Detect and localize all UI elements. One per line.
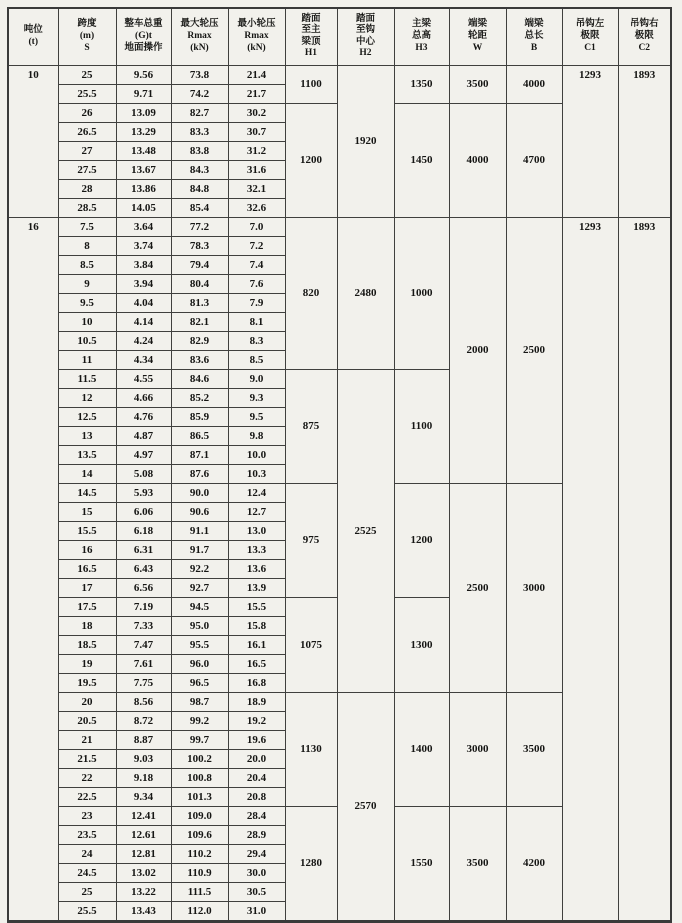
cell-span: 19: [58, 654, 116, 673]
cell-rmin: 28.9: [228, 825, 285, 844]
cell-span: 19.5: [58, 673, 116, 692]
cell-weight: 13.86: [116, 179, 171, 198]
cell-span: 28.5: [58, 198, 116, 217]
cell-b: 3500: [506, 692, 562, 806]
cell-rmax: 110.9: [171, 863, 228, 882]
cell-weight: 4.14: [116, 312, 171, 331]
cell-h1: 975: [285, 483, 337, 597]
cell-rmax: 99.7: [171, 730, 228, 749]
cell-span: 8: [58, 236, 116, 255]
cell-weight: 4.24: [116, 331, 171, 350]
cell-span: 12: [58, 388, 116, 407]
cell-rmax: 90.6: [171, 502, 228, 521]
cell-rmin: 31.6: [228, 160, 285, 179]
cell-tonnage: 16: [8, 217, 58, 921]
header-rmax: 最大轮压 Rmax (kN): [171, 8, 228, 65]
cell-h3: 1000: [394, 217, 449, 369]
cell-span: 13.5: [58, 445, 116, 464]
cell-h3: 1400: [394, 692, 449, 806]
cell-weight: 8.56: [116, 692, 171, 711]
cell-rmin: 8.1: [228, 312, 285, 331]
cell-span: 13: [58, 426, 116, 445]
cell-rmax: 85.9: [171, 407, 228, 426]
cell-b: 2500: [506, 217, 562, 483]
cell-rmin: 7.0: [228, 217, 285, 236]
cell-rmin: 9.8: [228, 426, 285, 445]
cell-rmax: 82.7: [171, 103, 228, 122]
cell-rmax: 100.8: [171, 768, 228, 787]
cell-h1: 820: [285, 217, 337, 369]
cell-rmax: 111.5: [171, 882, 228, 901]
cell-rmin: 10.3: [228, 464, 285, 483]
header-h1: 踏面 至主 梁顶 H1: [285, 8, 337, 65]
cell-rmin: 20.8: [228, 787, 285, 806]
cell-span: 18: [58, 616, 116, 635]
cell-h3: 1100: [394, 369, 449, 483]
cell-rmin: 7.4: [228, 255, 285, 274]
cell-rmin: 21.7: [228, 84, 285, 103]
cell-rmin: 32.6: [228, 198, 285, 217]
cell-span: 14.5: [58, 483, 116, 502]
cell-weight: 9.56: [116, 65, 171, 84]
cell-rmax: 77.2: [171, 217, 228, 236]
cell-rmax: 92.7: [171, 578, 228, 597]
cell-weight: 7.19: [116, 597, 171, 616]
cell-rmax: 74.2: [171, 84, 228, 103]
table-row: [8, 217, 671, 236]
cell-span: 27.5: [58, 160, 116, 179]
cell-rmin: 20.4: [228, 768, 285, 787]
header-rmin: 最小轮压 Rmax (kN): [228, 8, 285, 65]
cell-rmax: 82.1: [171, 312, 228, 331]
cell-rmax: 96.0: [171, 654, 228, 673]
cell-rmax: 87.1: [171, 445, 228, 464]
cell-rmax: 80.4: [171, 274, 228, 293]
cell-rmin: 31.2: [228, 141, 285, 160]
cell-weight: 6.31: [116, 540, 171, 559]
cell-h3: 1450: [394, 103, 449, 217]
cell-rmin: 13.6: [228, 559, 285, 578]
cell-rmin: 8.5: [228, 350, 285, 369]
cell-rmax: 94.5: [171, 597, 228, 616]
table-row: [8, 65, 671, 84]
cell-span: 11: [58, 350, 116, 369]
cell-weight: 13.29: [116, 122, 171, 141]
cell-span: 9: [58, 274, 116, 293]
cell-weight: 6.18: [116, 521, 171, 540]
cell-b: 4200: [506, 806, 562, 921]
cell-rmax: 95.0: [171, 616, 228, 635]
cell-rmin: 8.3: [228, 331, 285, 350]
cell-weight: 7.47: [116, 635, 171, 654]
cell-rmax: 84.3: [171, 160, 228, 179]
cell-c1: 1293: [562, 217, 618, 921]
cell-span: 25.5: [58, 84, 116, 103]
cell-span: 25: [58, 882, 116, 901]
cell-rmin: 21.4: [228, 65, 285, 84]
cell-rmax: 96.5: [171, 673, 228, 692]
cell-h1: 875: [285, 369, 337, 483]
cell-rmin: 30.0: [228, 863, 285, 882]
cell-weight: 4.34: [116, 350, 171, 369]
header-b: 端梁 总长 B: [506, 8, 562, 65]
cell-h3: 1200: [394, 483, 449, 597]
cell-rmin: 15.5: [228, 597, 285, 616]
cell-span: 18.5: [58, 635, 116, 654]
cell-span: 26: [58, 103, 116, 122]
cell-rmin: 30.7: [228, 122, 285, 141]
cell-weight: 14.05: [116, 198, 171, 217]
cell-rmin: 19.6: [228, 730, 285, 749]
cell-rmin: 13.0: [228, 521, 285, 540]
cell-span: 28: [58, 179, 116, 198]
cell-span: 23: [58, 806, 116, 825]
cell-weight: 9.03: [116, 749, 171, 768]
cell-rmin: 12.4: [228, 483, 285, 502]
cell-h3: 1350: [394, 65, 449, 103]
cell-rmax: 91.1: [171, 521, 228, 540]
cell-rmax: 99.2: [171, 711, 228, 730]
cell-rmax: 110.2: [171, 844, 228, 863]
cell-b: 4700: [506, 103, 562, 217]
cell-weight: 13.48: [116, 141, 171, 160]
cell-w: 3500: [449, 65, 506, 103]
header-h2: 踏面 至钩 中心 H2: [337, 8, 394, 65]
cell-h3: 1300: [394, 597, 449, 692]
cell-weight: 7.33: [116, 616, 171, 635]
cell-span: 27: [58, 141, 116, 160]
cell-rmax: 85.4: [171, 198, 228, 217]
cell-weight: 6.56: [116, 578, 171, 597]
cell-rmin: 16.5: [228, 654, 285, 673]
cell-span: 12.5: [58, 407, 116, 426]
cell-span: 25.5: [58, 901, 116, 921]
table-header: [8, 8, 671, 65]
cell-weight: 4.55: [116, 369, 171, 388]
cell-rmax: 112.0: [171, 901, 228, 921]
cell-rmin: 9.3: [228, 388, 285, 407]
cell-h1: 1130: [285, 692, 337, 806]
header-w: 端梁 轮距 W: [449, 8, 506, 65]
header-c1: 吊钩左 极限 C1: [562, 8, 618, 65]
cell-rmin: 32.1: [228, 179, 285, 198]
cell-rmax: 84.8: [171, 179, 228, 198]
cell-weight: 7.75: [116, 673, 171, 692]
cell-rmin: 7.6: [228, 274, 285, 293]
cell-weight: 4.87: [116, 426, 171, 445]
cell-span: 25: [58, 65, 116, 84]
cell-weight: 9.18: [116, 768, 171, 787]
cell-rmin: 10.0: [228, 445, 285, 464]
cell-rmax: 84.6: [171, 369, 228, 388]
cell-span: 9.5: [58, 293, 116, 312]
cell-rmax: 83.8: [171, 141, 228, 160]
cell-rmin: 15.8: [228, 616, 285, 635]
cell-span: 21.5: [58, 749, 116, 768]
cell-h2: 2570: [337, 692, 394, 921]
cell-rmax: 92.2: [171, 559, 228, 578]
cell-weight: 8.87: [116, 730, 171, 749]
cell-rmax: 83.6: [171, 350, 228, 369]
cell-weight: 6.43: [116, 559, 171, 578]
cell-weight: 7.61: [116, 654, 171, 673]
cell-rmax: 85.2: [171, 388, 228, 407]
cell-rmax: 79.4: [171, 255, 228, 274]
cell-weight: 12.41: [116, 806, 171, 825]
cell-rmax: 91.7: [171, 540, 228, 559]
cell-w: 4000: [449, 103, 506, 217]
cell-weight: 4.04: [116, 293, 171, 312]
cell-span: 16.5: [58, 559, 116, 578]
header-row: [8, 8, 671, 65]
cell-rmin: 12.7: [228, 502, 285, 521]
cell-rmax: 98.7: [171, 692, 228, 711]
cell-weight: 3.74: [116, 236, 171, 255]
cell-weight: 13.67: [116, 160, 171, 179]
cell-rmin: 13.9: [228, 578, 285, 597]
cell-weight: 13.43: [116, 901, 171, 921]
cell-rmin: 16.1: [228, 635, 285, 654]
cell-weight: 3.94: [116, 274, 171, 293]
cell-b: 4000: [506, 65, 562, 103]
cell-w: 2000: [449, 217, 506, 483]
cell-rmax: 90.0: [171, 483, 228, 502]
cell-rmax: 109.6: [171, 825, 228, 844]
cell-weight: 4.97: [116, 445, 171, 464]
cell-weight: 4.66: [116, 388, 171, 407]
cell-rmin: 29.4: [228, 844, 285, 863]
cell-rmax: 81.3: [171, 293, 228, 312]
header-span: 跨度 (m) S: [58, 8, 116, 65]
cell-c2: 1893: [618, 217, 671, 921]
header-c2: 吊钩右 极限 C2: [618, 8, 671, 65]
cell-span: 23.5: [58, 825, 116, 844]
cell-span: 15: [58, 502, 116, 521]
cell-span: 10.5: [58, 331, 116, 350]
cell-h3: 1550: [394, 806, 449, 921]
cell-rmin: 18.9: [228, 692, 285, 711]
cell-rmin: 30.2: [228, 103, 285, 122]
cell-span: 15.5: [58, 521, 116, 540]
cell-rmax: 87.6: [171, 464, 228, 483]
cell-span: 16: [58, 540, 116, 559]
cell-weight: 13.22: [116, 882, 171, 901]
cell-weight: 13.02: [116, 863, 171, 882]
cell-weight: 5.93: [116, 483, 171, 502]
cell-rmin: 16.8: [228, 673, 285, 692]
cell-w: 3500: [449, 806, 506, 921]
cell-rmin: 31.0: [228, 901, 285, 921]
cell-h2: 2480: [337, 217, 394, 369]
cell-rmax: 73.8: [171, 65, 228, 84]
cell-weight: 4.76: [116, 407, 171, 426]
cell-rmin: 9.0: [228, 369, 285, 388]
cell-span: 17.5: [58, 597, 116, 616]
cell-h1: 1200: [285, 103, 337, 217]
cell-rmin: 7.2: [228, 236, 285, 255]
cell-rmax: 86.5: [171, 426, 228, 445]
cell-c1: 1293: [562, 65, 618, 217]
cell-rmin: 20.0: [228, 749, 285, 768]
cell-weight: 5.08: [116, 464, 171, 483]
cell-weight: 8.72: [116, 711, 171, 730]
cell-rmin: 7.9: [228, 293, 285, 312]
cell-w: 2500: [449, 483, 506, 692]
cell-tonnage: 10: [8, 65, 58, 217]
crane-spec-table: [7, 7, 672, 923]
cell-span: 20: [58, 692, 116, 711]
header-tonnage: 吨位 (t): [8, 8, 58, 65]
cell-rmax: 101.3: [171, 787, 228, 806]
header-weight: 整车总重 (G)t 地面操作: [116, 8, 171, 65]
cell-span: 26.5: [58, 122, 116, 141]
cell-span: 22.5: [58, 787, 116, 806]
cell-span: 8.5: [58, 255, 116, 274]
cell-weight: 12.61: [116, 825, 171, 844]
cell-span: 24.5: [58, 863, 116, 882]
cell-weight: 12.81: [116, 844, 171, 863]
cell-h1: 1100: [285, 65, 337, 103]
cell-h1: 1280: [285, 806, 337, 921]
cell-span: 24: [58, 844, 116, 863]
cell-rmax: 82.9: [171, 331, 228, 350]
cell-span: 17: [58, 578, 116, 597]
cell-weight: 3.84: [116, 255, 171, 274]
cell-weight: 6.06: [116, 502, 171, 521]
cell-w: 3000: [449, 692, 506, 806]
cell-rmin: 28.4: [228, 806, 285, 825]
cell-rmax: 109.0: [171, 806, 228, 825]
cell-b: 3000: [506, 483, 562, 692]
cell-rmax: 100.2: [171, 749, 228, 768]
cell-weight: 9.71: [116, 84, 171, 103]
header-h3: 主梁 总高 H3: [394, 8, 449, 65]
cell-span: 11.5: [58, 369, 116, 388]
cell-rmin: 30.5: [228, 882, 285, 901]
cell-weight: 13.09: [116, 103, 171, 122]
cell-rmin: 13.3: [228, 540, 285, 559]
cell-rmin: 19.2: [228, 711, 285, 730]
cell-span: 21: [58, 730, 116, 749]
cell-rmax: 78.3: [171, 236, 228, 255]
table-body: [8, 65, 671, 921]
cell-rmin: 9.5: [228, 407, 285, 426]
cell-span: 20.5: [58, 711, 116, 730]
cell-span: 10: [58, 312, 116, 331]
cell-weight: 3.64: [116, 217, 171, 236]
cell-span: 14: [58, 464, 116, 483]
cell-h2: 1920: [337, 65, 394, 217]
cell-span: 22: [58, 768, 116, 787]
cell-h2: 2525: [337, 369, 394, 692]
cell-h1: 1075: [285, 597, 337, 692]
cell-rmax: 95.5: [171, 635, 228, 654]
cell-c2: 1893: [618, 65, 671, 217]
cell-rmax: 83.3: [171, 122, 228, 141]
cell-weight: 9.34: [116, 787, 171, 806]
cell-span: 7.5: [58, 217, 116, 236]
